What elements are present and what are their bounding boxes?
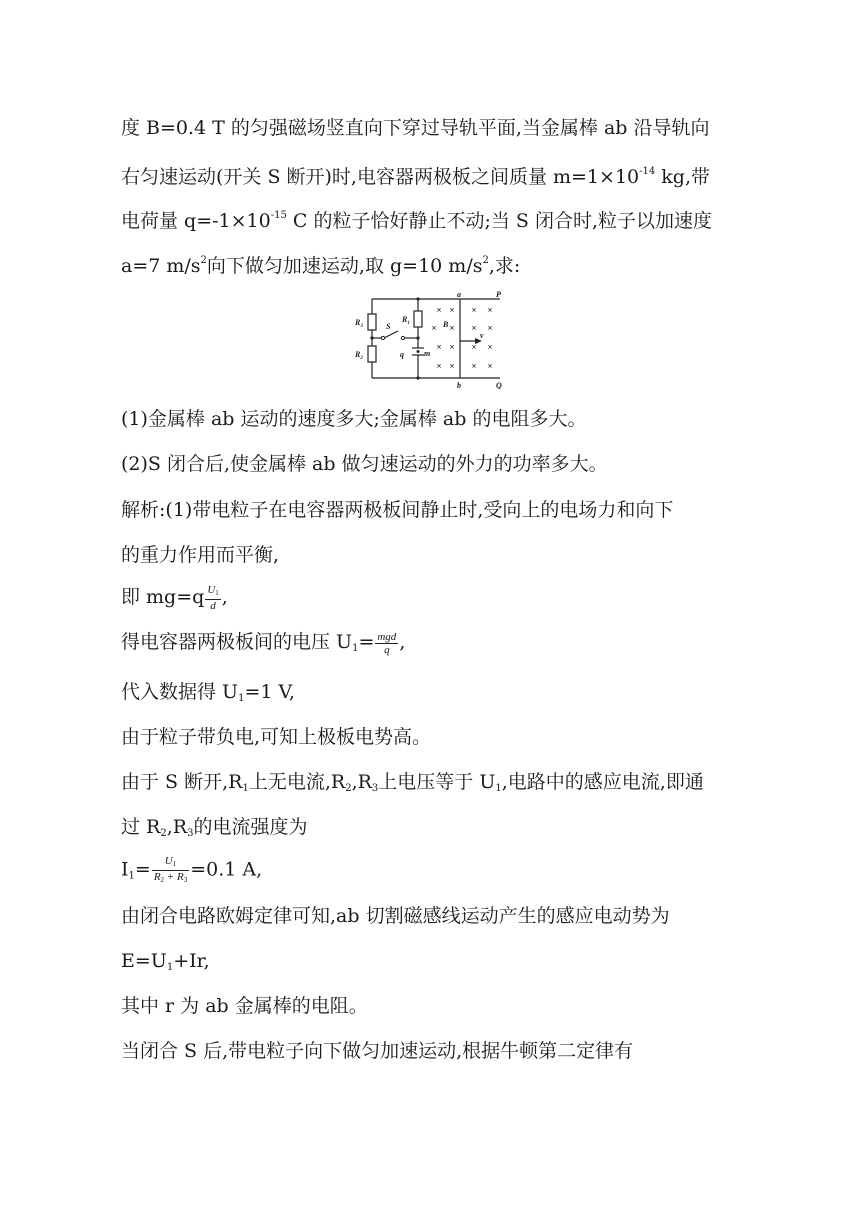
exponent: 2 [482, 255, 489, 266]
label-v: v [480, 331, 484, 340]
math-symbol: U [207, 584, 216, 596]
label-B: B [443, 320, 449, 329]
solution-line-8 [121, 814, 307, 847]
math-symbol: U [164, 855, 173, 867]
text-segment: ,R [351, 771, 372, 793]
subscript: 3 [371, 783, 379, 794]
fraction-numerator: mgd [377, 630, 397, 643]
label-R1: $R_1$ [402, 315, 410, 326]
text-segment: 得电容器两极板间的电压 U [121, 631, 353, 653]
text-segment: a=7 m/s [121, 255, 201, 277]
solution-line-9 [121, 855, 262, 890]
field-cross: × [471, 323, 477, 333]
subscript: 1 [238, 693, 245, 704]
label-R3: $R_3$ [355, 318, 363, 329]
solution-line-12: 其中 r 为 ab 金属棒的电阻。 [121, 995, 368, 1017]
text-segment: C 的粒子恰好静止不动;当 S 闭合时,粒子以加速度 [286, 210, 712, 232]
label-S: S [386, 322, 391, 331]
solution-line-5 [121, 679, 295, 712]
solution-line-13: 当闭合 S 后,带电粒子向下做匀加速运动,根据牛顿第二定律有 [121, 1040, 634, 1062]
fraction-denominator: d [210, 600, 216, 612]
field-cross: × [449, 323, 455, 333]
text-segment: 代入数据得 U [121, 681, 239, 703]
field-cross: × [471, 342, 477, 352]
text-segment: = [358, 631, 375, 653]
solution-line-7 [121, 769, 704, 802]
solution-line-10: 由闭合电路欧姆定律可知,ab 切割磁感线运动产生的感应电动势为 [121, 905, 670, 927]
text-segment: , [399, 631, 406, 653]
field-cross: × [436, 305, 442, 315]
circuit-diagram [350, 289, 510, 389]
field-cross: × [487, 305, 493, 315]
solution-line-3 [121, 584, 228, 612]
label-b: b [457, 381, 461, 389]
subscript: 1 [128, 870, 135, 882]
label-q: q [400, 350, 404, 359]
solution-line-11 [121, 948, 210, 981]
text-segment: ,求: [488, 255, 521, 277]
text-segment: I [121, 858, 129, 881]
solution-line-4 [121, 629, 405, 662]
fraction [152, 855, 189, 886]
text-line-3 [121, 203, 712, 234]
text-segment: , [221, 586, 228, 608]
subscript: 1 [495, 783, 502, 794]
text-segment: kg,带 [655, 166, 710, 188]
fraction-numerator [152, 855, 189, 871]
field-cross: × [436, 342, 442, 352]
text-segment: 上无电流,R [248, 771, 346, 793]
text-segment: 右匀速运动(开关 S 断开)时,电容器两极板之间质量 m=1×10 [121, 166, 640, 188]
text-segment: 即 mg=q [121, 586, 205, 608]
field-cross: × [487, 323, 493, 333]
text-segment: 向下做匀加速运动,取 g=10 m/s [206, 255, 483, 277]
field-cross: × [436, 361, 442, 371]
text-segment: 由于 S 断开,R [121, 771, 243, 793]
subscript: 1 [215, 589, 219, 597]
subscript: 1 [352, 643, 359, 654]
text-line-2 [121, 159, 710, 190]
math-symbol: + R [164, 871, 184, 883]
text-line-1: 度 B=0.4 T 的匀强磁场竖直向下穿过导轨平面,当金属棒 ab 沿导轨向 [121, 117, 710, 139]
exponent: -15 [270, 210, 287, 221]
question-2: (2)S 闭合后,使金属棒 ab 做匀速运动的外力的功率多大。 [121, 453, 608, 475]
field-cross: × [471, 305, 477, 315]
label-a: a [457, 290, 461, 299]
field-cross: × [431, 323, 437, 333]
text-segment: ,电路中的感应电流,即通 [501, 771, 704, 793]
subscript: 1 [166, 962, 174, 973]
field-cross: × [449, 361, 455, 371]
field-cross: × [449, 342, 455, 352]
label-R2: $R_2$ [355, 350, 363, 361]
label-P: P [496, 290, 501, 299]
exponent: 2 [200, 255, 207, 266]
text-segment: 电荷量 q=-1×10 [121, 210, 271, 232]
text-segment: =0.1 A, [190, 858, 263, 881]
text-segment: 上电压等于 U [378, 771, 496, 793]
question-1: (1)金属棒 ab 运动的速度多大;金属棒 ab 的电阻多大。 [121, 408, 587, 430]
fraction-denominator [152, 871, 189, 886]
text-segment: = [134, 858, 151, 881]
subscript: 2 [160, 828, 167, 839]
text-segment: ,R [166, 816, 188, 838]
solution-line-1: 解析:(1)带电粒子在电容器两极板间静止时,受向上的电场力和向下 [121, 499, 674, 521]
text-segment: 过 R [121, 816, 161, 838]
label-Q: Q [496, 381, 502, 389]
text-segment: E=U [121, 950, 167, 972]
field-cross: × [487, 342, 493, 352]
exponent: -14 [639, 166, 656, 177]
fraction [375, 631, 398, 656]
subscript: 1 [242, 783, 249, 794]
solution-line-2: 的重力作用而平衡, [121, 544, 280, 566]
subscript: 2 [345, 783, 352, 794]
subscript: 3 [187, 828, 194, 839]
text-line-4 [121, 248, 520, 279]
fraction-denominator: q [384, 643, 390, 656]
text-segment: =1 V, [244, 681, 295, 703]
field-cross: × [487, 361, 493, 371]
fraction-numerator [205, 584, 220, 600]
fraction [205, 584, 220, 612]
field-cross: × [471, 361, 477, 371]
subscript: 3 [183, 876, 188, 884]
subscript: 2 [160, 876, 165, 884]
text-segment: +Ir, [173, 950, 210, 972]
label-m: m [424, 349, 431, 358]
text-segment: 的电流强度为 [193, 816, 308, 838]
solution-line-6: 由于粒子带负电,可知上极板电势高。 [121, 726, 432, 748]
math-symbol: R [153, 871, 161, 883]
subscript: 1 [172, 860, 177, 868]
field-cross: × [449, 305, 455, 315]
